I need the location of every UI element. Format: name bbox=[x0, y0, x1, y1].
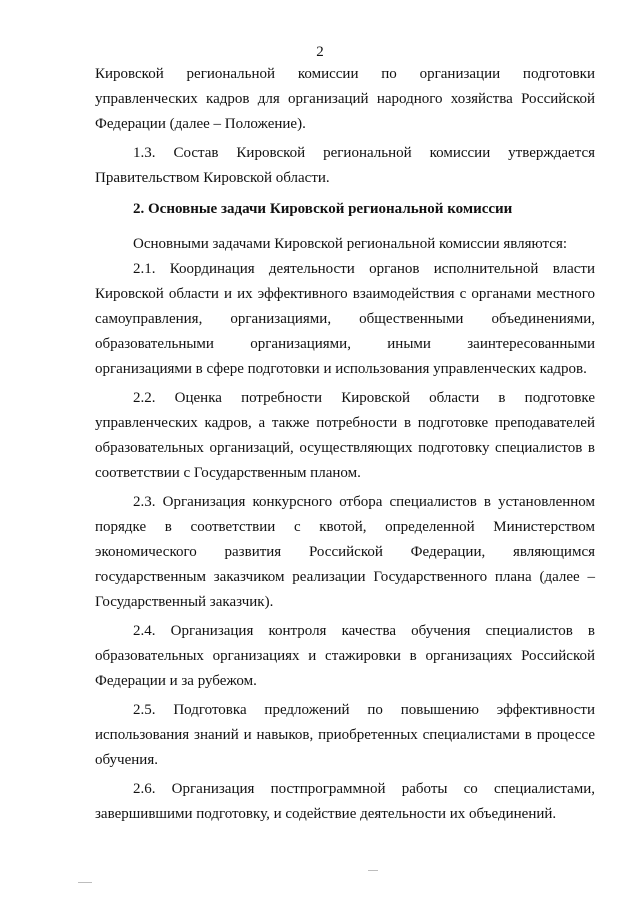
page-number: 2 bbox=[316, 44, 324, 60]
paragraph-2-5: 2.5. Подготовка предложений по повышению эффективности использования знаний и навыков, приобретенных специалистами в процессе обучения. bbox=[95, 702, 595, 768]
paragraph-regulation-intro: Кировской региональной комиссии по организации подготовки управленческих кадров для организаций народного хозяйства Российской Федерации (далее – Положение). bbox=[95, 66, 595, 132]
document-body bbox=[95, 62, 595, 827]
paragraph-1-3: 1.3. Состав Кировской региональной комиссии утверждается Правительством Кировской области. bbox=[95, 145, 595, 186]
scan-artifact-center bbox=[368, 870, 378, 871]
paragraph-2-4: 2.4. Организация контроля качества обучения специалистов в образовательных организациях и стажировки в организациях Российской Федерации и за рубежом. bbox=[95, 623, 595, 689]
paragraph-2-2: 2.2. Оценка потребности Кировской области в подготовке управленческих кадров, а также потребности в подготовке преподавателей образовательных организаций, осуществляющих подготовку специалистов в соответствии с Государственным планом. bbox=[95, 390, 595, 481]
paragraph-tasks-intro: Основными задачами Кировской региональной комиссии являются: bbox=[133, 236, 568, 252]
paragraph-2-6: 2.6. Организация постпрограммной работы со специалистами, завершившими подготовку, и содействие деятельности их объединений. bbox=[95, 781, 595, 822]
scan-artifact-left bbox=[78, 882, 92, 883]
section-heading: 2. Основные задачи Кировской региональной комиссии bbox=[133, 201, 513, 217]
paragraph-2-1: 2.1. Координация деятельности органов исполнительной власти Кировской области и их эффективного взаимодействия с органами местного самоуправления, организациями, общественными объединениями, образовательными организациями, иными заинтересованными организациями в сфере подготовки и использования управленческих кадров. bbox=[95, 261, 595, 377]
paragraph-2-3: 2.3. Организация конкурсного отбора специалистов в установленном порядке в соответствии с квотой, определенной Министерством экономического развития Российской Федерации, являющимся государственным заказчиком реализации Государственного плана (далее – Государственный заказчик). bbox=[95, 494, 595, 610]
